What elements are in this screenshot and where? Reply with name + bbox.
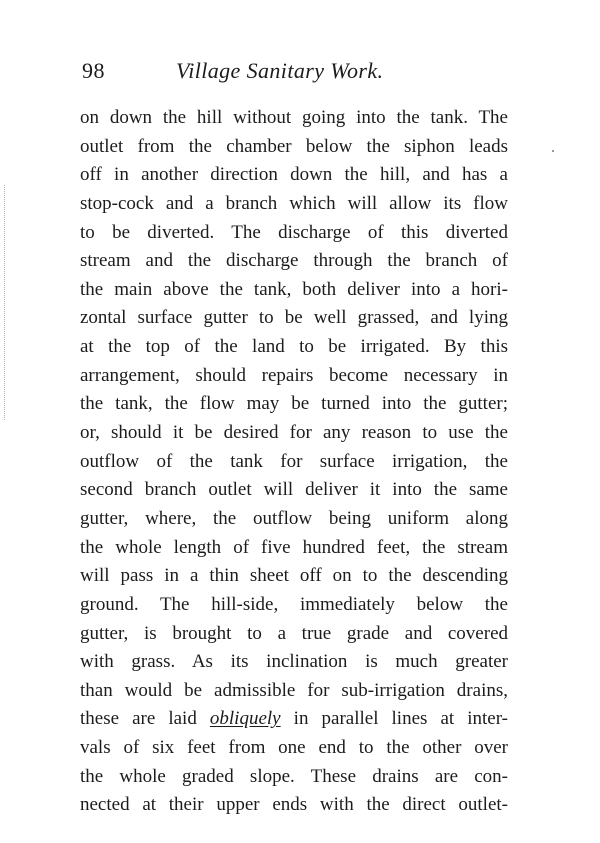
page-header — [80, 58, 510, 88]
text-line: outflow of the tank for surface irrigation, the — [80, 450, 508, 472]
text-line: the main above the tank, both deliver into a hori- — [80, 278, 508, 300]
text-line: second branch outlet will deliver it into the same — [80, 479, 508, 501]
text-line: the whole length of five hundred feet, the stream — [80, 536, 508, 558]
text-line: outlet from the chamber below the siphon leads — [80, 135, 508, 157]
text-line: than would be admissible for sub-irrigation drains, — [80, 679, 508, 701]
print-speck — [552, 150, 554, 152]
text-line: or, should it be desired for any reason to use the — [80, 422, 508, 444]
text-line: gutter, where, the outflow being uniform along — [80, 507, 508, 529]
text-line: vals of six feet from one end to the other over — [80, 737, 508, 759]
text-line: at the top of the land to be irrigated. By this — [80, 336, 508, 358]
margin-dotted-rule — [4, 185, 7, 420]
text-line: off in another direction down the hill, and has a — [80, 164, 508, 186]
text-line: on down the hill without going into the tank. The — [80, 107, 508, 128]
text-line: stop-cock and a branch which will allow its flow — [80, 192, 508, 214]
text-line: the tank, the flow may be turned into the gutter; — [80, 393, 508, 415]
text-line: with grass. As its inclination is much greater — [80, 651, 508, 673]
running-title: Village Sanitary Work. — [176, 58, 384, 83]
text-line: gutter, is brought to a true grade and covered — [80, 622, 508, 644]
text-line: nected at their upper ends with the direct outlet- — [80, 794, 508, 816]
text-line-with-italic — [80, 705, 508, 734]
text-line: the whole graded slope. These drains are con- — [80, 765, 508, 787]
page-number: 98 — [82, 58, 105, 83]
text-line: stream and the discharge through the branch of — [80, 250, 508, 272]
text-line: arrangement, should repairs become necessary in — [80, 364, 508, 386]
text-fragment: in parallel lines at inter- — [293, 708, 508, 730]
text-line: zontal surface gutter to be well grassed, and lying — [80, 307, 508, 329]
text-line: will pass in a thin sheet off on to the descending — [80, 565, 508, 587]
text-fragment: these are laid — [80, 708, 197, 730]
body-text — [80, 104, 508, 820]
text-line: ground. The hill-side, immediately below the — [80, 593, 508, 615]
text-line: to be diverted. The discharge of this diverted — [80, 221, 508, 243]
italic-word: obliquely — [209, 708, 281, 730]
